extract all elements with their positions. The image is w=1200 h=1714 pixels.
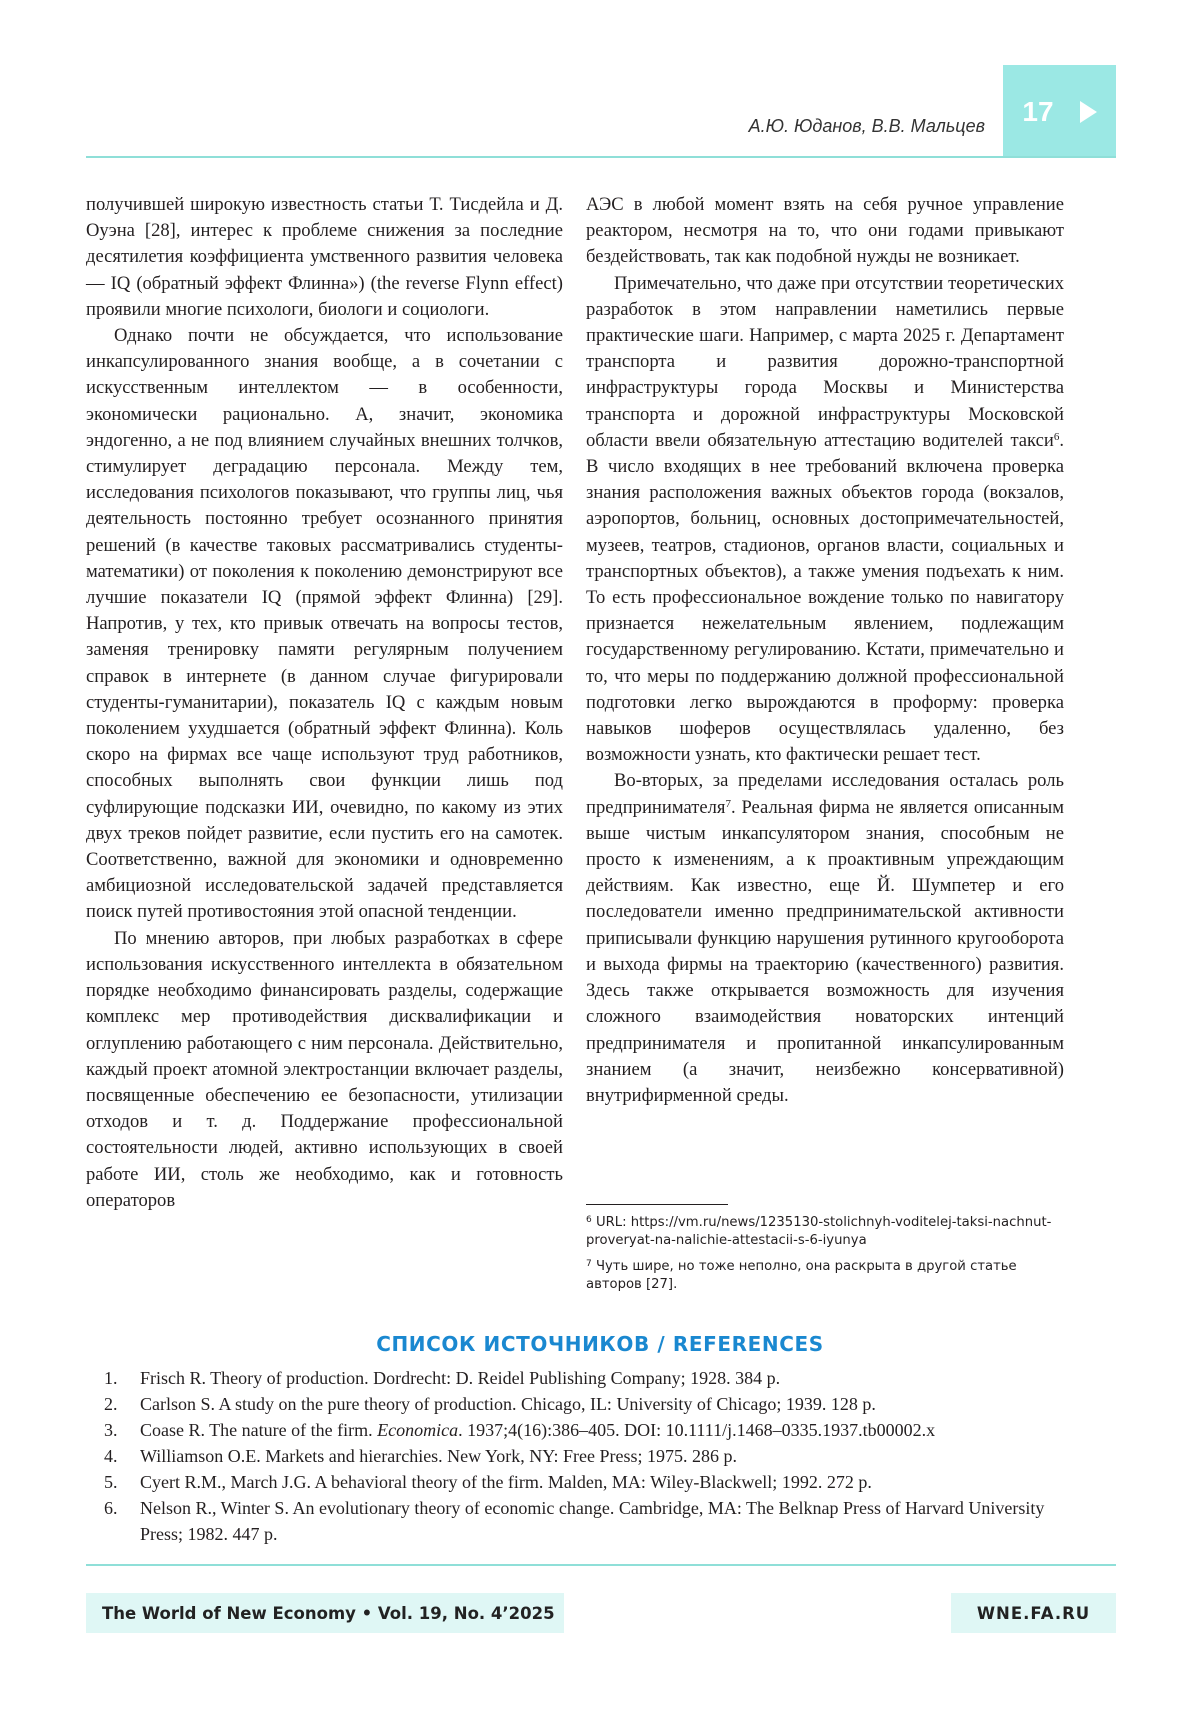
right-paragraph-3-text-cont: . Реальная фирма не является описанным выше чистым инкапсулятором знания, способным не просто к изменениям, а к проактивным упреждающим действиям. Как известно, еще Й. Шумпетер и его последователи именно предпринимательской активности приписывали функцию нарушения рутинного кругооборота и выхода фирмы на траекторию (качественного) развития. Здесь также открывается возможность для изучения сложного взаимодействия новаторских интенций предпринимателя и пропитанной инкапсулированным знанием (а значит, неизбежно консервативной) внутрифирменной среды. <box>586 796 1064 1106</box>
reference-number: 3. <box>104 1420 118 1440</box>
reference-item <box>104 1391 1069 1417</box>
reference-item <box>104 1417 1069 1443</box>
right-paragraph-1: АЭС в любой момент взять на себя ручное управление реактором, несмотря на то, что они годами привыкают бездействовать, так как подобной нужды не возникает. <box>586 194 1064 268</box>
running-header-authors: А.Ю. Юданов, В.В. Мальцев <box>748 116 985 136</box>
reference-number: 1. <box>104 1368 118 1388</box>
right-text-column <box>586 192 1064 1109</box>
footer-website-link[interactable]: WNE.FA.RU <box>951 1593 1116 1633</box>
footnote-mark: 7 <box>586 1259 592 1269</box>
next-page-arrow-icon[interactable] <box>1080 101 1097 123</box>
reference-text <box>140 1417 1069 1443</box>
reference-number: 2. <box>104 1394 118 1414</box>
footnotes <box>586 1211 1064 1299</box>
reference-text-end: . 1937;4(16):386–405. DOI: 10.1111/j.1468–0335.1937.tb00002.x <box>458 1420 936 1440</box>
references-heading: СПИСОК ИСТОЧНИКОВ / REFERENCES <box>376 1332 824 1356</box>
references-list <box>104 1365 1069 1547</box>
page-number: 17 <box>1022 95 1054 127</box>
reference-journal: Economica <box>377 1420 459 1440</box>
footnote-text: Чуть шире, но тоже неполно, она раскрыта в другой статье авторов [27]. <box>586 1259 1017 1292</box>
footnote-text[interactable]: URL: https://vm.ru/news/1235130-stolichnyh-voditelej-taksi-nachnut-proveryat-na-nalichie-attestacii-s-6-iyunya <box>586 1215 1052 1248</box>
reference-item <box>104 1469 1069 1495</box>
footnote-6 <box>586 1211 1064 1250</box>
left-text-column <box>86 192 563 1214</box>
footnote-7 <box>586 1255 1064 1294</box>
reference-text: Carlson S. A study on the pure theory of production. Chicago, IL: University of Chicago; 1939. 128 p. <box>140 1394 876 1414</box>
left-paragraph-3: По мнению авторов, при любых разработках в сфере использования искусственного интеллекта в обязательном порядке необходимо финансировать разделы, содержащие комплекс мер противодействия дисквалификации и оглуплению работающего с ним персонала. Действительно, каждый проект атомной электростанции включает разделы, посвященные обеспечению ее безопасности, утилизации отходов и т. д. Поддержание профессиональной состоятельности людей, активно использующих в своей работе ИИ, столь же необходимо, как и готовность операторов <box>86 927 563 1211</box>
reference-number: 5. <box>104 1472 118 1492</box>
reference-item <box>104 1443 1069 1469</box>
page-number-badge <box>1003 65 1116 158</box>
reference-item <box>104 1365 1069 1391</box>
reference-item <box>104 1495 1069 1547</box>
reference-text-start: Coase R. The nature of the firm. <box>140 1420 378 1440</box>
footnote-ref-6[interactable]: 6 <box>1053 430 1060 443</box>
header-divider <box>86 156 1116 158</box>
left-paragraph-2: Однако почти не обсуждается, что использование инкапсулированного знания вообще, а в сочетании с искусственным интеллектом — в особенности, экономически рационально. А, значит, экономика эндогенно, а не под влиянием случайных внешних толчков, стимулирует деградацию персонала. Между тем, исследования психологов показывают, что группы лиц, чья деятельность постоянно требует осознанного принятия решений (в качестве таковых рассматривались студенты-математики) от поколения к поколению демонстрируют все лучшие показатели IQ (прямой эффект Флинна) [29]. Напротив, у тех, кто привык отвечать на вопросы тестов, заменяя тренировку памяти регулярным получением справок в интернете (в данном случае фигурировали студенты-гуманитарии), показатель IQ с каждым новым поколением ухудшается (обратный эффект Флинна). Коль скоро на фирмах все чаще используют труд работников, способных выполнять свои функции лишь под суфлирующие подсказки ИИ, очевидно, по какому из этих двух треков пойдет развитие, если пустить его на самотек. Соответственно, важной для экономики и одновременно амбициозной исследовательской задачей представляется поиск путей противостояния этой опасной тенденции. <box>86 325 563 923</box>
right-paragraph-2 <box>586 271 1064 769</box>
reference-text: Nelson R., Winter S. An evolutionary theory of economic change. Cambridge, MA: The Belknap Press of Harvard University Press; 1982. 447 p. <box>140 1498 1045 1544</box>
reference-number: 4. <box>104 1446 118 1466</box>
right-paragraph-3-text: Во-вторых, за пределами исследования осталась роль предпринимателя <box>586 770 1064 818</box>
footnote-mark: 6 <box>586 1215 592 1225</box>
footnote-ref-7[interactable]: 7 <box>725 797 731 810</box>
reference-text: Cyert R.M., March J.G. A behavioral theory of the firm. Malden, MA: Wiley-Blackwell; 1992. 272 p. <box>140 1472 872 1492</box>
reference-number: 6. <box>104 1498 118 1518</box>
footer-journal-info: The World of New Economy • Vol. 19, No. 4’2025 <box>86 1593 564 1633</box>
right-paragraph-2-text: Примечательно, что даже при отсутствии теоретических разработок в этом направлении наметились первые практические шаги. Например, с марта 2025 г. Департамент транспорта и развития дорожно-транспортной инфраструктуры города Москвы и Министерства транспорта и дорожной инфраструктуры Московской области ввели обязательную аттестацию водителей такси <box>586 272 1064 451</box>
right-paragraph-2-text-cont: . В число входящих в нее требований включена проверка знания расположения важных объектов города (вокзалов, аэропортов, больниц, основных достопримечательностей, музеев, театров, стадионов, органов власти, социальных и транспортных объектов), а также умения подъехать к ним. То есть профессиональное вождение только по навигатору признается нежелательным явлением, подлежащим государственному регулированию. Кстати, примечательно и то, что меры по поддержанию должной профессиональной подготовки легко вырождаются в проформу: проверка навыков шоферов осуществлялась удаленно, без возможности узнать, кто фактически решает тест. <box>586 429 1064 766</box>
left-paragraph-1: получившей широкую известность статьи Т. Тисдейла и Д. Оуэна [28], интерес к проблеме снижения за последние десятилетия коэффициента умственного развития человека — IQ (обратный эффект Флинна») (the reverse Flynn effect) проявили многие психологи, биологи и социологи. <box>86 194 563 320</box>
reference-text: Williamson O.E. Markets and hierarchies. New York, NY: Free Press; 1975. 286 p. <box>140 1446 738 1466</box>
right-paragraph-3 <box>586 768 1064 1109</box>
footer-divider <box>86 1564 1116 1566</box>
footnote-divider <box>586 1204 728 1205</box>
reference-text: Frisch R. Theory of production. Dordrecht: D. Reidel Publishing Company; 1928. 384 p. <box>140 1368 781 1388</box>
